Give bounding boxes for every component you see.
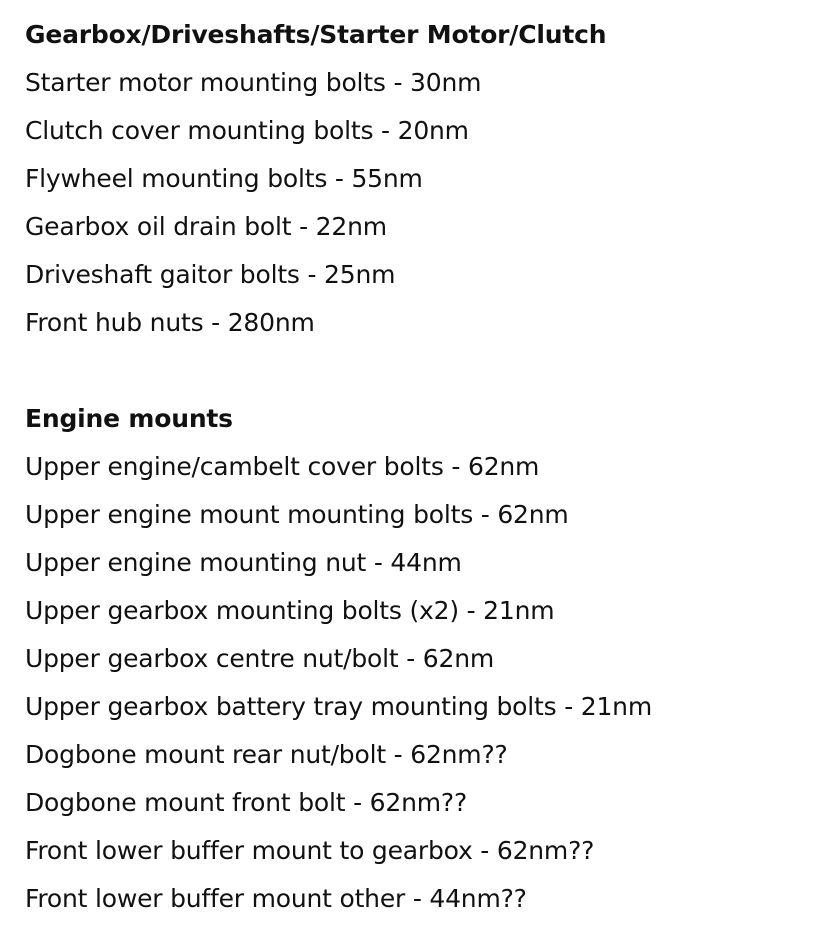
torque-item: Upper engine mounting nut - 44nm <box>25 548 462 577</box>
torque-item: Gearbox oil drain bolt - 22nm <box>25 212 387 241</box>
section-heading: Gearbox/Driveshafts/Starter Motor/Clutch <box>25 20 607 49</box>
torque-item: Upper gearbox centre nut/bolt - 62nm <box>25 644 495 673</box>
torque-item: Upper gearbox battery tray mounting bolts - 21nm <box>25 692 652 721</box>
torque-item: Dogbone mount front bolt - 62nm?? <box>25 788 468 817</box>
torque-item: Upper gearbox mounting bolts (x2) - 21nm <box>25 596 555 625</box>
torque-item: Front lower buffer mount other - 44nm?? <box>25 884 527 913</box>
torque-item: Front hub nuts - 280nm <box>25 308 315 337</box>
torque-item: Dogbone mount rear nut/bolt - 62nm?? <box>25 740 508 769</box>
torque-item: Front lower buffer mount to gearbox - 62nm?? <box>25 836 595 865</box>
section-heading: Engine mounts <box>25 404 233 433</box>
torque-item: Clutch cover mounting bolts - 20nm <box>25 116 469 145</box>
torque-item: Upper engine mount mounting bolts - 62nm <box>25 500 569 529</box>
torque-item: Upper engine/cambelt cover bolts - 62nm <box>25 452 540 481</box>
torque-item: Flywheel mounting bolts - 55nm <box>25 164 423 193</box>
torque-item: Starter motor mounting bolts - 30nm <box>25 68 482 97</box>
section-engine-mounts <box>25 395 828 923</box>
section-gearbox <box>25 11 828 347</box>
torque-item: Driveshaft gaitor bolts - 25nm <box>25 260 396 289</box>
